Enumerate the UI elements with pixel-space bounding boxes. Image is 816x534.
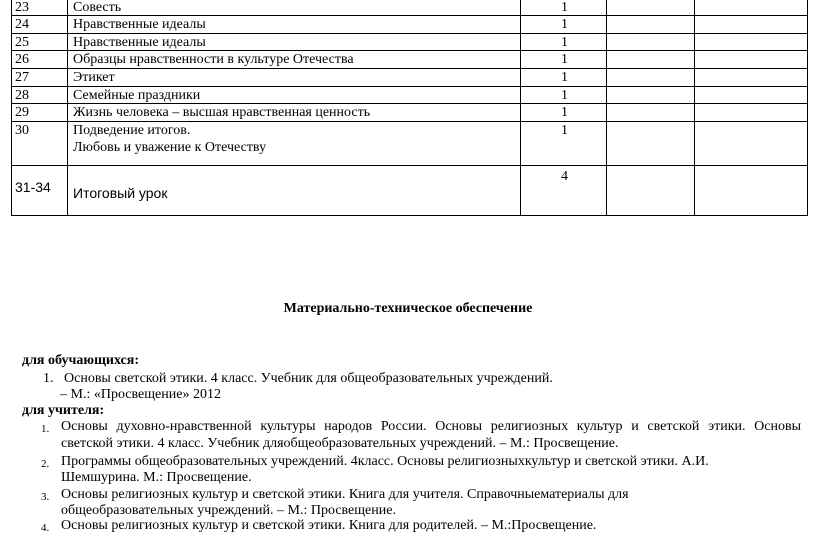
row-hours: 1 [561,105,568,120]
list-item-text: Программы общеобразовательных учреждений. 4класс. Основы религиозныхкультур и светской этики. А.И. [61,454,709,469]
row-topic: Итоговый урок [73,185,168,201]
row-number: 23 [15,0,29,15]
row-number: 30 [15,123,29,138]
list-marker: 1. [41,423,50,435]
lesson-plan-table [11,0,808,216]
list-item-text: – М.: «Просвещение» 2012 [60,387,221,402]
list-item-text: Основы светской этики. 4 класс. Учебник для общеобразовательных учреждений. [64,371,553,386]
row-number: 27 [15,70,29,85]
list-marker: 3. [41,491,50,503]
row-hours: 1 [561,70,568,85]
row-hours: 1 [561,123,568,138]
row-topic: Этикет [73,70,115,85]
row-topic: Нравственные идеалы [73,17,206,32]
row-hours: 1 [561,35,568,50]
row-number: 24 [15,17,29,32]
row-topic: Нравственные идеалы [73,35,206,50]
list-item-text: Основы духовно-нравственной культуры народов России. Основы религиозных культур и светской этики. Основы [61,419,801,434]
row-divider [11,86,808,87]
list-marker: 2. [41,458,50,470]
row-hours: 1 [561,17,568,32]
row-hours: 4 [561,169,568,184]
row-topic-line1: Подведение итогов. [73,123,191,138]
row-hours: 1 [561,88,568,103]
list-item-text: Шемшурина. М.: Просвещение. [61,470,252,485]
row-number: 25 [15,35,29,50]
list-item-text: общеобразовательных учреждений. – М.: Просвещение. [61,503,396,518]
row-divider [11,15,808,16]
row-number: 29 [15,105,29,120]
row-divider [11,165,808,166]
row-hours: 1 [561,52,568,67]
row-topic: Образцы нравственности в культуре Отечества [73,52,354,67]
row-divider [11,33,808,34]
list-item-text: Основы религиозных культур и светской этики. Книга для родителей. – М.:Просвещение. [61,518,597,533]
row-number: 26 [15,52,29,67]
row-topic-line2: Любовь и уважение к Отечеству [73,140,267,155]
row-divider [11,121,808,122]
row-number: 28 [15,88,29,103]
list-marker: 1. [43,371,54,386]
list-marker: 4. [41,522,50,534]
students-label: для обучающихся: [22,353,140,368]
row-topic: Жизнь человека – высшая нравственная ценность [73,105,371,120]
row-number: 31-34 [15,179,51,195]
row-hours: 1 [561,0,568,15]
list-item-text: светской этики. 4 класс. Учебник дляобщеобразовательных учреждений. – М.: Просвещение. [61,436,619,451]
list-item-text: Основы религиозных культур и светской этики. Книга для учителя. Справочныематериалы для [61,487,629,502]
row-topic: Семейные праздники [73,88,201,103]
row-divider [11,68,808,69]
section-heading: Материально-техническое обеспечение [283,301,533,316]
teachers-label: для учителя: [22,403,105,418]
row-topic: Совесть [73,0,122,15]
table-border-bottom [11,215,808,216]
